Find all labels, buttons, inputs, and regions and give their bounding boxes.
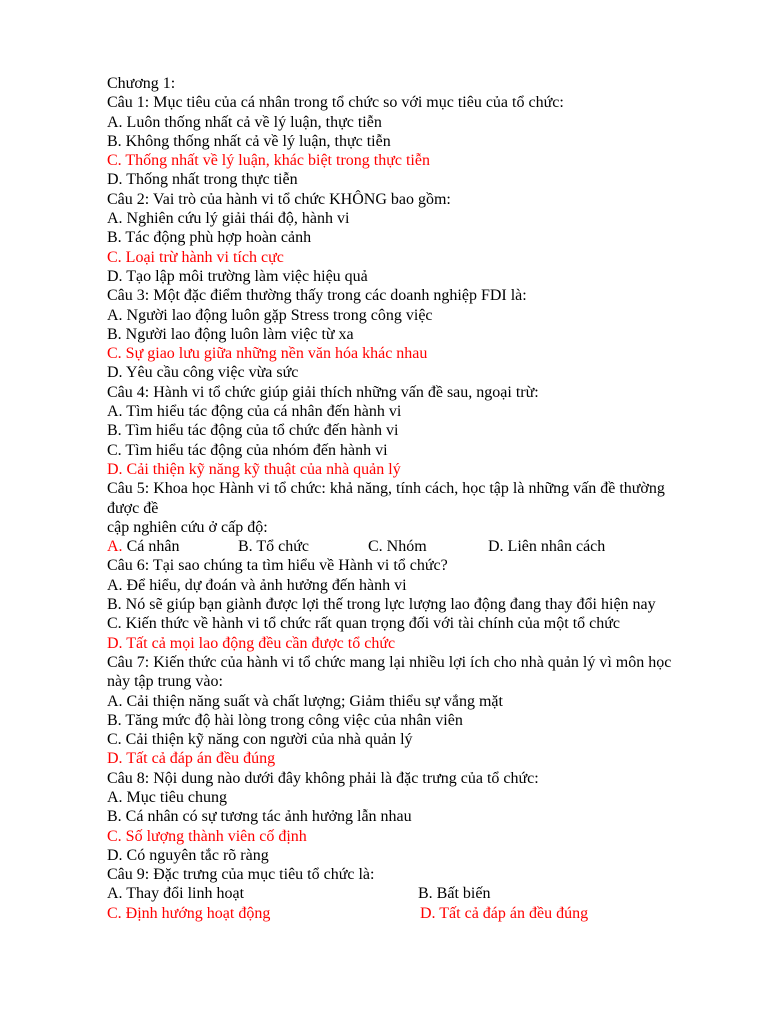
q1-option-b: B. Không thống nhất cả về lý luận, thực tiễn xyxy=(107,132,391,150)
q1-option-a: A. Luôn thống nhất cả về lý luận, thực tiễn xyxy=(107,113,382,131)
q7-option-b: B. Tăng mức độ hài lòng trong công việc của nhân viên xyxy=(107,711,463,729)
question-1: Câu 1: Mục tiêu của cá nhân trong tổ chức so với mục tiêu của tổ chức: xyxy=(107,94,564,112)
q2-option-c-answer: C. Loại trừ hành vi tích cực xyxy=(107,248,284,266)
document-content xyxy=(107,74,692,923)
q3-option-a: A. Người lao động luôn gặp Stress trong công việc xyxy=(107,306,433,324)
chapter-heading: Chương 1: xyxy=(107,75,176,92)
q9-option-a: A. Thay đổi linh hoạt xyxy=(107,885,245,903)
q9-options-row-2 xyxy=(107,904,692,923)
q5-option-a-prefix-answer: A. xyxy=(107,538,123,556)
question-7: Câu 7: Kiến thức của hành vi tổ chức mang lại nhiều lợi ích cho nhà quản lý vì môn học này tập trung vào: xyxy=(107,653,672,691)
q9-option-c-answer: C. Định hướng hoạt động xyxy=(107,904,271,922)
q3-option-d: D. Yêu cầu công việc vừa sức xyxy=(107,364,299,382)
q3-option-c-answer: C. Sự giao lưu giữa những nền văn hóa khác nhau xyxy=(107,345,428,363)
q2-option-b: B. Tác động phù hợp hoàn cảnh xyxy=(107,229,312,247)
question-8: Câu 8: Nội dung nào dưới đây không phải là đặc trưng của tổ chức: xyxy=(107,769,539,787)
q4-option-b: B. Tìm hiểu tác động của tổ chức đến hành vi xyxy=(107,422,399,440)
question-5-line-2: cập nghiên cứu ở cấp độ: xyxy=(107,518,268,536)
q5-option-c: C. Nhóm xyxy=(368,538,427,556)
q5-option-b: B. Tổ chức xyxy=(238,538,310,556)
q4-option-c: C. Tìm hiểu tác động của nhóm đến hành vi xyxy=(107,441,388,459)
q7-option-d-answer: D. Tất cả đáp án đều đúng xyxy=(107,750,276,768)
q5-options-row xyxy=(107,537,692,556)
q2-option-d: D. Tạo lập môi trường làm việc hiệu quả xyxy=(107,267,368,285)
question-5-line-1: Câu 5: Khoa học Hành vi tổ chức: khả năng, tính cách, học tập là những vấn đề thường được đề xyxy=(107,480,665,517)
q1-option-d: D. Thống nhất trong thực tiễn xyxy=(107,171,298,189)
q5-option-a xyxy=(107,537,179,556)
q7-option-c: C. Cải thiện kỹ năng con người của nhà quản lý xyxy=(107,731,413,749)
q4-option-a: A. Tìm hiểu tác động của cá nhân đến hành vi xyxy=(107,403,402,421)
q5-option-d: D. Liên nhân cách xyxy=(488,538,606,556)
question-4: Câu 4: Hành vi tổ chức giúp giải thích những vấn đề sau, ngoại trừ: xyxy=(107,383,539,401)
question-2: Câu 2: Vai trò của hành vi tổ chức KHÔNG bao gồm: xyxy=(107,190,451,208)
question-3: Câu 3: Một đặc điểm thường thấy trong các doanh nghiệp FDI là: xyxy=(107,287,527,305)
q2-option-a: A. Nghiên cứu lý giải thái độ, hành vi xyxy=(107,210,350,228)
q3-option-b: B. Người lao động luôn làm việc từ xa xyxy=(107,325,354,343)
q9-options-row-1 xyxy=(107,884,692,903)
q5-option-a-text: Cá nhân xyxy=(122,538,180,556)
question-9: Câu 9: Đặc trưng của mục tiêu tổ chức là: xyxy=(107,866,375,884)
q8-option-a: A. Mục tiêu chung xyxy=(107,788,227,806)
question-6: Câu 6: Tại sao chúng ta tìm hiểu về Hành vi tổ chức? xyxy=(107,557,448,575)
q7-option-a: A. Cải thiện năng suất và chất lượng; Giảm thiểu sự vắng mặt xyxy=(107,692,503,710)
q8-option-b: B. Cá nhân có sự tương tác ảnh hưởng lẫn nhau xyxy=(107,808,412,826)
q9-option-d-answer: D. Tất cả đáp án đều đúng xyxy=(420,904,589,922)
q8-option-c-answer: C. Số lượng thành viên cố định xyxy=(107,827,307,845)
q6-option-c: C. Kiến thức về hành vi tổ chức rất quan trọng đối với tài chính của một tổ chức xyxy=(107,615,621,633)
q8-option-d: D. Có nguyên tắc rõ ràng xyxy=(107,846,269,864)
q4-option-d-answer: D. Cải thiện kỹ năng kỹ thuật của nhà quản lý xyxy=(107,460,401,478)
q6-option-d-answer: D. Tất cả mọi lao động đều cần được tổ chức xyxy=(107,634,396,652)
q6-option-a: A. Để hiểu, dự đoán và ảnh hưởng đến hành vi xyxy=(107,576,407,594)
q9-option-b: B. Bất biến xyxy=(418,885,491,903)
q6-option-b: B. Nó sẽ giúp bạn giành được lợi thế trong lực lượng lao động đang thay đổi hiện nay xyxy=(107,596,656,614)
q1-option-c-answer: C. Thống nhất về lý luận, khác biệt trong thực tiễn xyxy=(107,152,430,170)
